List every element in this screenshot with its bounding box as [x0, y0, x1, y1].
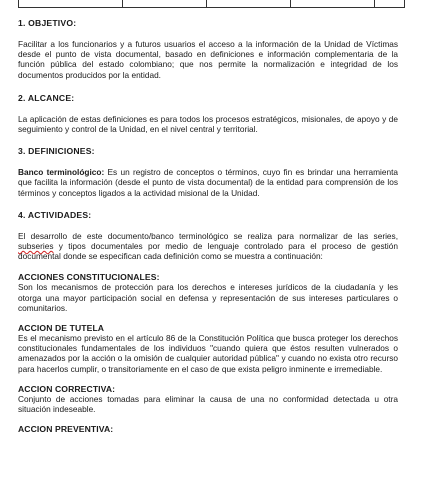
definition-term: Banco terminológico:: [18, 167, 105, 178]
scope-heading: 2. ALCANCE:: [18, 92, 75, 103]
term-title-acciones-constitucionales: ACCIONES CONSTITUCIONALES:: [18, 272, 160, 283]
misspelled-word: subseries: [18, 241, 54, 252]
activities-text-after: y tipos documentales por medio de lenguaje controlado para el proceso de gestión documental donde se especifican cada definición como se muestra a continuación:: [18, 241, 398, 262]
term-title-accion-de-tutela: ACCION DE TUTELA: [18, 323, 105, 334]
scope-text: La aplicación de estas definiciones es para todos los procesos estratégicos, misionales, de apoyo y de seguimiento y control de la Unidad, en el nivel central y territorial.: [18, 113, 398, 135]
term-title-accion-preventiva: ACCION PREVENTIVA:: [18, 424, 114, 435]
activities-text-before: El desarrollo de este documento/banco terminológico se realiza para normalizar de las series,: [18, 230, 398, 241]
objective-heading: 1. OBJETIVO:: [18, 18, 77, 28]
term-text-acciones-constitucionales: Son los mecanismos de protección para los derechos e intereses jurídicos de la ciudadanía y les otorga una mayor participación social en defensa y representación de sus intereses particulares o comunitarios.: [18, 282, 398, 313]
term-text-accion-de-tutela: Es el mecanismo previsto en el artículo 86 de la Constitución Política que busca proteger los derechos constitucionales fundamentales de los individuos "cuando quiera que éstos resulten vulnerados o amenazados por la acción o la omisión de cualquier autoridad pública" y cuando no exista otro recurso para hacerlos cumplir, o transitoriamente en el caso de que exista peligro inminente e irremediable.: [18, 333, 398, 374]
table-cell: [207, 0, 291, 7]
table-cell: [123, 0, 207, 7]
header-table-row: [18, 0, 405, 8]
definition-text: Es un registro de conceptos o términos, cuyo fin es brindar una herramienta que facilita la información (desde el punto de vista documental) de la entidad para comprensión de los términos y conceptos ligados a la actividad misional de la Unidad.: [18, 167, 399, 198]
definitions-heading: 3. DEFINICIONES:: [18, 146, 95, 157]
document-body: [18, 14, 398, 434]
activities-paragraph: [18, 231, 398, 262]
table-cell: [291, 0, 375, 7]
term-text-accion-correctiva: Conjunto de acciones tomadas para eliminar la causa de una no conformidad detectada u otra situación indeseable.: [18, 393, 398, 415]
table-cell: [19, 0, 123, 7]
table-cell: [375, 0, 404, 7]
objective-text: Facilitar a los funcionarios y a futuros usuarios el acceso a la información de la Unidad de Víctimas desde el punto de vista documental, basado en definiciones e información complementaria de la función pública del estado colombiano; que nos permite la normalización e integridad de los documentos producidos por la entidad.: [18, 39, 398, 80]
activities-heading: 4. ACTIVIDADES:: [18, 209, 92, 220]
definitions-paragraph: [18, 167, 398, 198]
term-title-accion-correctiva: ACCION CORRECTIVA:: [18, 383, 116, 394]
